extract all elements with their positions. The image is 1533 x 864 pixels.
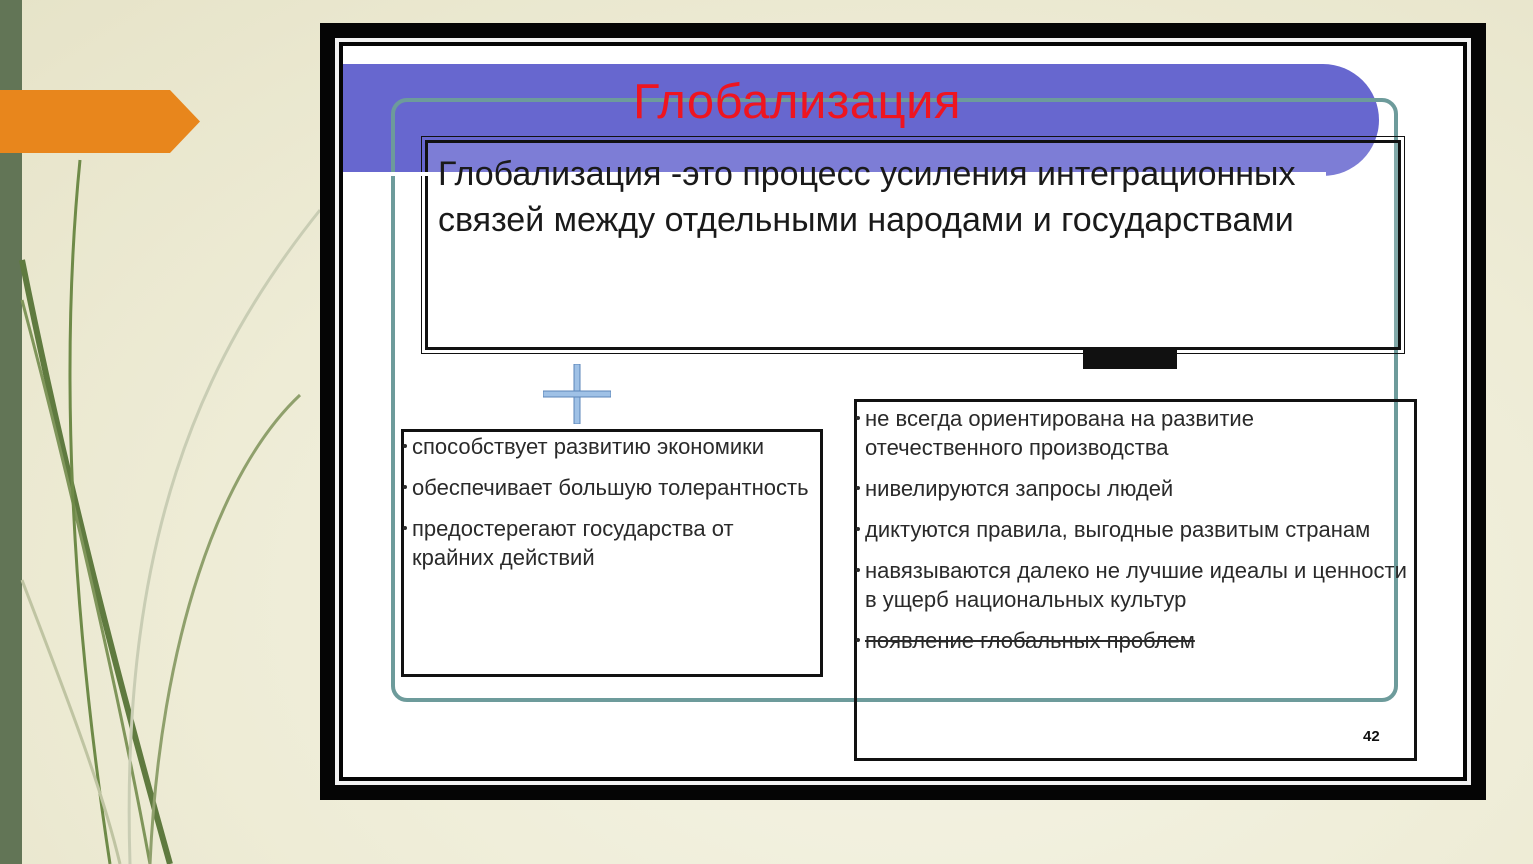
list-item: предостерегают государства от крайних действий [402, 514, 812, 572]
page-number: 42 [1363, 728, 1380, 745]
cons-list [855, 404, 1415, 667]
pros-list [402, 432, 812, 584]
list-item: обеспечивает большую толерантность [402, 473, 812, 502]
list-item: навязываются далеко не лучшие идеалы и ценности в ущерб национальных культур [855, 556, 1415, 614]
orange-arrow-shape [0, 90, 200, 153]
plus-icon [543, 364, 611, 424]
list-item: способствует развитию экономики [402, 432, 812, 461]
slide-title: Глобализация [633, 75, 962, 129]
list-item: нивелируются запросы людей [855, 474, 1415, 503]
definition-text: Глобализация -это процесс усиления интеграционных связей между отдельными народами и государствами [438, 155, 1296, 239]
embedded-slide [343, 46, 1463, 777]
list-item: диктуются правила, выгодные развитым странам [855, 515, 1415, 544]
list-item: не всегда ориентирована на развитие отечественного производства [855, 404, 1415, 462]
slide-frame [320, 23, 1486, 800]
list-item: появление глобальных проблем [855, 626, 1415, 655]
black-tab [1083, 348, 1177, 369]
